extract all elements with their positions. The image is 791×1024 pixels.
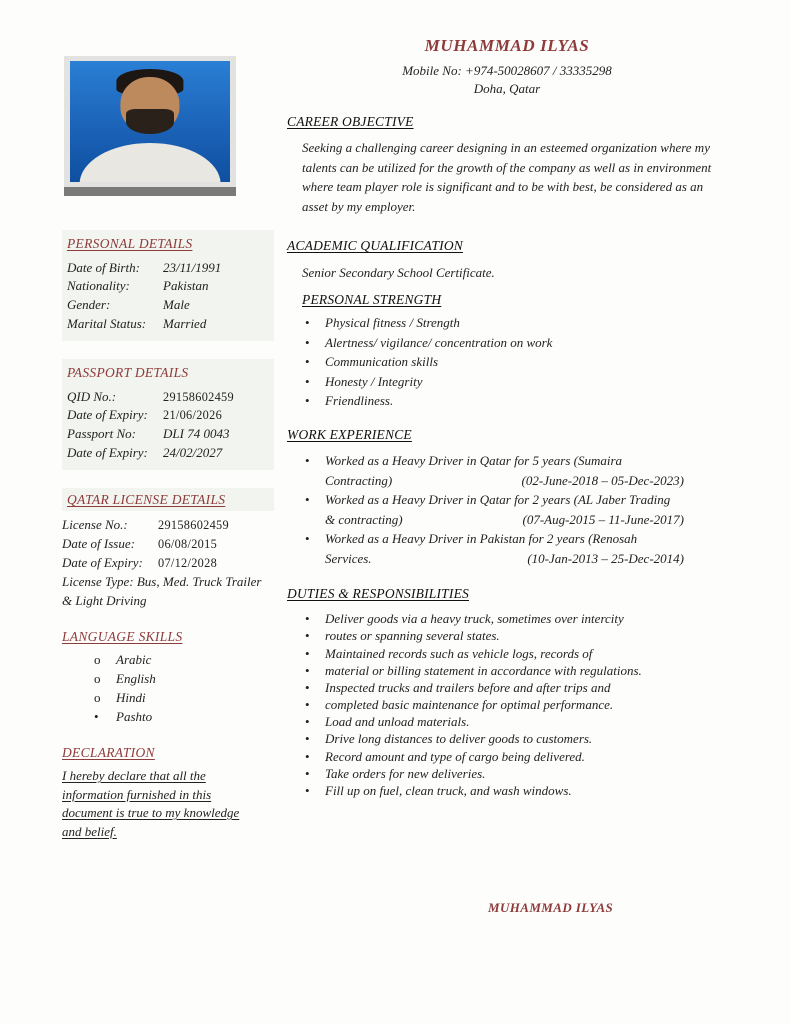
experience-line1 <box>287 529 729 549</box>
bullet-marker: • <box>305 393 310 409</box>
detail-label: Date of Birth: <box>67 259 140 275</box>
experience-line2 <box>325 510 729 530</box>
career-objective-text: Seeking a challenging career designing in an esteemed organization where my talents can be utilized for the growth of the company as well as in environment where team player role is significant and to be with best, be considered as an asset by my employer. <box>302 140 712 214</box>
applicant-photo <box>64 56 236 196</box>
detail-value: 24/02/2027 <box>163 445 223 461</box>
duties-title: DUTIES & RESPONSIBILITIES <box>287 586 469 601</box>
language-label: English <box>116 671 156 687</box>
work-experience-section <box>287 425 729 568</box>
experience-dates: (07-Aug-2015 – 11-June-2017) <box>522 511 684 527</box>
detail-label: QID No.: <box>67 388 117 404</box>
bullet-marker: • <box>305 354 310 370</box>
detail-label: Date of Expiry: <box>62 555 143 571</box>
bullet-marker: o <box>94 671 101 687</box>
bullet-marker: • <box>305 315 310 331</box>
duty-item <box>287 610 729 627</box>
detail-row <box>62 554 274 573</box>
duty-text: completed basic maintenance for optimal performance. <box>325 697 614 713</box>
bullet-marker: • <box>305 611 310 627</box>
detail-label: Date of Issue: <box>62 536 135 552</box>
strength-text: Physical fitness / Strength <box>325 315 460 331</box>
personal-details-title: PERSONAL DETAILS <box>67 236 193 251</box>
detail-label: Gender: <box>67 297 111 313</box>
detail-value: 06/08/2015 <box>158 537 218 552</box>
experience-org: Contracting) <box>325 472 393 488</box>
detail-value: 29158602459 <box>158 518 229 533</box>
candidate-name: MUHAMMAD ILYAS <box>424 36 590 55</box>
detail-label: License No.: <box>62 517 128 533</box>
bullet-marker: o <box>94 689 101 705</box>
detail-row <box>67 277 269 296</box>
detail-row <box>62 535 274 554</box>
detail-label: Passport No: <box>67 426 136 442</box>
detail-label: License Type: <box>62 573 134 589</box>
detail-row <box>67 406 269 425</box>
duty-text: Deliver goods via a heavy truck, sometimes over intercity <box>325 611 624 627</box>
language-skills-title: LANGUAGE SKILLS <box>62 628 183 644</box>
right-column <box>287 112 729 815</box>
bullet-marker: • <box>94 708 99 724</box>
bullet-marker: • <box>305 373 310 389</box>
location-text: Doha, Qatar <box>473 81 541 96</box>
detail-value: 07/12/2028 <box>158 556 218 571</box>
detail-row <box>67 388 269 407</box>
language-label: Hindi <box>116 689 146 705</box>
detail-row <box>67 444 269 463</box>
license-details-section <box>62 488 274 611</box>
duty-item <box>287 679 729 696</box>
duty-text: Record amount and type of cargo being delivered. <box>325 748 585 764</box>
bullet-marker: • <box>305 731 310 747</box>
bullet-marker: • <box>305 453 310 468</box>
strength-item <box>287 333 729 353</box>
academic-qualification-title: ACADEMIC QUALIFICATION <box>287 238 464 254</box>
bullet-marker: • <box>305 679 310 695</box>
detail-value: DLI 74 0043 <box>163 426 230 442</box>
detail-value: 29158602459 <box>163 389 234 404</box>
experience-text: Worked as a Heavy Driver in Qatar for 2 years (AL Jaber Trading <box>325 492 671 507</box>
duty-text: routes or spanning several states. <box>325 628 500 644</box>
duty-text: Take orders for new deliveries. <box>325 765 486 781</box>
experience-item <box>287 490 729 529</box>
experience-item <box>287 451 729 490</box>
detail-label: Date of Expiry: <box>67 445 148 461</box>
photo-shirt <box>80 143 221 182</box>
duty-text: Maintained records such as vehicle logs, records of <box>325 645 593 661</box>
strength-item <box>287 372 729 392</box>
declaration-text: I hereby declare that all the information furnished in this document is true to my knowledge and belief. <box>62 768 240 839</box>
passport-details-section <box>62 359 274 470</box>
strength-item <box>287 352 729 372</box>
detail-row <box>62 573 274 611</box>
detail-row <box>67 425 269 444</box>
duties-section <box>287 584 729 799</box>
duty-item <box>287 696 729 713</box>
duty-item <box>287 645 729 662</box>
detail-value: Bus, Med. Truck Trailer & Light Driving <box>62 573 262 608</box>
header <box>287 36 727 97</box>
signature-name: MUHAMMAD ILYAS <box>488 900 614 915</box>
detail-row <box>67 259 269 278</box>
bullet-marker: o <box>94 652 101 668</box>
strength-item <box>287 391 729 411</box>
experience-line2 <box>325 549 729 569</box>
bullet-marker: • <box>305 628 310 644</box>
detail-row <box>62 516 274 535</box>
language-label: Arabic <box>116 652 152 668</box>
photo-beard <box>126 109 174 133</box>
bullet-marker: • <box>305 714 310 730</box>
language-item <box>62 708 274 727</box>
experience-line2 <box>325 471 729 491</box>
academic-qualification-section <box>287 236 729 411</box>
language-item <box>62 670 274 689</box>
language-item <box>62 651 274 670</box>
photo-background <box>70 61 230 182</box>
duty-item <box>287 627 729 644</box>
personal-strength-title: PERSONAL STRENGTH <box>302 292 442 307</box>
strength-text: Alertness/ vigilance/ concentration on work <box>325 334 553 350</box>
strength-text: Communication skills <box>325 354 439 370</box>
strength-text: Friendliness. <box>325 393 394 409</box>
left-column <box>62 230 274 857</box>
detail-value: 23/11/1991 <box>163 259 222 275</box>
duty-text: Fill up on fuel, clean truck, and wash windows. <box>325 782 572 798</box>
duty-text: material or billing statement in accordance with regulations. <box>325 662 642 678</box>
detail-row <box>67 296 269 315</box>
duty-item <box>287 730 729 747</box>
bullet-marker: • <box>305 645 310 661</box>
strength-item <box>287 313 729 333</box>
bullet-marker: • <box>305 782 310 798</box>
bullet-marker: • <box>305 765 310 781</box>
language-label: Pashto <box>116 708 153 724</box>
detail-label: Date of Expiry: <box>67 407 148 423</box>
duty-item <box>287 713 729 730</box>
bullet-marker: • <box>305 531 310 546</box>
passport-details-title: PASSPORT DETAILS <box>67 364 189 380</box>
detail-value: Male <box>163 297 190 313</box>
declaration-title: DECLARATION <box>62 744 155 760</box>
detail-label: Marital Status: <box>67 316 147 332</box>
personal-details-section <box>62 230 274 341</box>
bullet-marker: • <box>305 334 310 350</box>
language-item <box>62 689 274 708</box>
career-objective-title: CAREER OBJECTIVE <box>287 114 414 129</box>
strength-text: Honesty / Integrity <box>325 373 423 389</box>
bullet-marker: • <box>305 748 310 764</box>
bullet-marker: • <box>305 697 310 713</box>
detail-value: Married <box>163 316 207 332</box>
experience-item <box>287 529 729 568</box>
experience-text: Worked as a Heavy Driver in Qatar for 5 years (Sumaira <box>325 453 623 468</box>
language-skills-section <box>62 627 274 727</box>
duty-text: Inspected trucks and trailers before and after trips and <box>325 679 611 695</box>
career-objective-section <box>287 112 729 216</box>
experience-text: Worked as a Heavy Driver in Pakistan for 2 years (Renosah <box>325 531 638 546</box>
experience-line1 <box>287 451 729 471</box>
duty-item <box>287 748 729 765</box>
experience-org: & contracting) <box>325 511 403 527</box>
detail-value: 21/06/2026 <box>163 408 223 423</box>
experience-line1 <box>287 490 729 510</box>
experience-dates: (02-June-2018 – 05-Dec-2023) <box>521 472 684 488</box>
duty-text: Drive long distances to deliver goods to customers. <box>325 731 593 747</box>
experience-dates: (10-Jan-2013 – 25-Dec-2014) <box>527 550 684 566</box>
detail-row <box>67 315 269 334</box>
bullet-marker: • <box>305 492 310 507</box>
detail-value: Pakistan <box>163 278 209 294</box>
detail-label: Nationality: <box>67 278 130 294</box>
duty-text: Load and unload materials. <box>325 714 470 730</box>
declaration-section <box>62 743 274 841</box>
duty-item <box>287 662 729 679</box>
experience-org: Services. <box>325 550 372 566</box>
mobile-number: Mobile No: +974-50028607 / 33335298 <box>402 63 612 78</box>
bullet-marker: • <box>305 662 310 678</box>
academic-text: Senior Secondary School Certificate. <box>302 264 495 280</box>
license-details-title: QATAR LICENSE DETAILS <box>62 488 274 512</box>
work-experience-title: WORK EXPERIENCE <box>287 426 412 442</box>
duty-item <box>287 782 729 799</box>
duty-item <box>287 765 729 782</box>
